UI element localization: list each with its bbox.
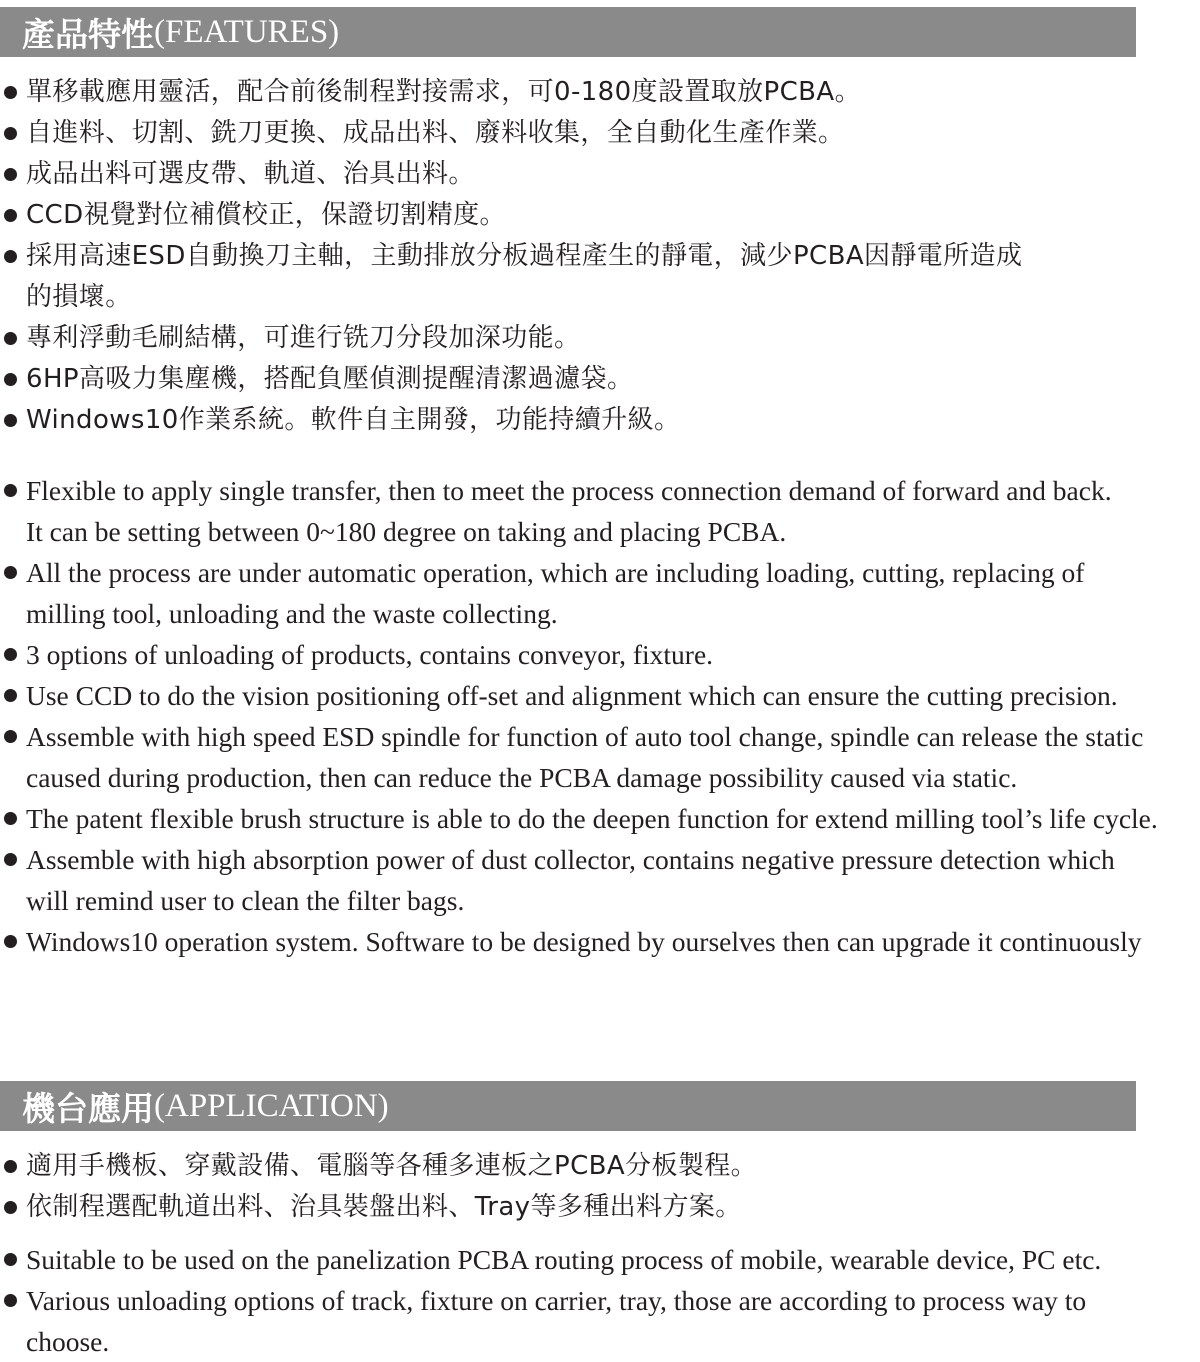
list-item (0, 470, 1158, 552)
bullet-icon (4, 86, 17, 99)
list-item (0, 400, 1022, 441)
list-item-text: milling tool, unloading and the waste collecting. (26, 598, 558, 629)
bullet-icon (4, 414, 17, 427)
list-item (0, 359, 1022, 400)
list-item (0, 113, 1022, 154)
application-english-list (0, 1239, 1101, 1362)
bullet-icon (4, 484, 17, 497)
list-item-text: 單移載應用靈活，配合前後制程對接需求，可0-180度設置取放PCBA。 (26, 77, 862, 107)
bullet-icon (4, 1294, 17, 1307)
list-item-text: 6HP高吸力集塵機，搭配負壓偵測提醒清潔過濾袋。 (26, 364, 634, 394)
list-item-text: Use CCD to do the vision positioning off-set and alignment which can ensure the cutting precision. (26, 680, 1118, 711)
features-chinese-list (0, 72, 1022, 441)
application-chinese-list (0, 1146, 757, 1228)
list-item-text: 適用手機板、穿戴設備、電腦等各種多連板之PCBA分板製程。 (26, 1151, 758, 1181)
bullet-icon (4, 332, 17, 345)
bullet-icon (4, 209, 17, 222)
bullet-icon (4, 127, 17, 140)
list-item (0, 72, 1022, 113)
list-item (0, 1146, 757, 1187)
bullet-icon (4, 1201, 17, 1214)
list-item (0, 195, 1022, 236)
bullet-icon (4, 1160, 17, 1173)
bullet-icon (4, 1253, 17, 1266)
bullet-icon (4, 566, 17, 579)
list-item (0, 921, 1158, 962)
list-item (0, 1280, 1101, 1362)
bullet-icon (4, 373, 17, 386)
list-item (0, 236, 1022, 318)
list-item-text: 專利浮動毛刷結構，可進行铣刀分段加深功能。 (26, 323, 581, 353)
list-item (0, 1187, 757, 1228)
list-item (0, 634, 1158, 675)
bullet-icon (4, 689, 17, 702)
features-section-header (0, 7, 1136, 57)
bullet-icon (4, 812, 17, 825)
list-item-text: 3 options of unloading of products, contains conveyor, fixture. (26, 639, 714, 670)
bullet-icon (4, 935, 17, 948)
bullet-icon (4, 648, 17, 661)
list-item-text: It can be setting between 0~180 degree on taking and placing PCBA. (26, 516, 787, 547)
application-title-zh: 機台應用 (22, 1088, 154, 1128)
features-title-en: (FEATURES) (154, 13, 340, 50)
application-title-en: (APPLICATION) (154, 1087, 389, 1124)
bullet-icon (4, 730, 17, 743)
list-item-text: 的損壞。 (26, 282, 132, 312)
list-item-text: All the process are under automatic operation, which are including loading, cutting, replacing of (26, 557, 1085, 588)
bullet-icon (4, 250, 17, 263)
list-item-text: 自進料、切割、銑刀更換、成品出料、廢料收集，全自動化生產作業。 (26, 118, 845, 148)
bullet-icon (4, 853, 17, 866)
list-item-text: Suitable to be used on the panelization PCBA routing process of mobile, wearable device, PC etc. (26, 1244, 1102, 1275)
list-item (0, 1239, 1101, 1280)
features-english-list (0, 470, 1158, 962)
list-item-text: 成品出料可選皮帶、軌道、治具出料。 (26, 159, 475, 189)
list-item-text: The patent flexible brush structure is able to do the deepen function for extend milling tool’s life cycle. (26, 803, 1158, 834)
features-title-zh: 產品特性 (22, 14, 154, 54)
list-item (0, 154, 1022, 195)
list-item (0, 839, 1158, 921)
list-item-text: Various unloading options of track, fixture on carrier, tray, those are according to process way to (26, 1285, 1087, 1316)
list-item-text: 採用高速ESD自動換刀主軸，主動排放分板過程產生的靜電，減少PCBA因靜電所造成 (26, 241, 1023, 271)
bullet-icon (4, 168, 17, 181)
list-item-text: Assemble with high speed ESD spindle for function of auto tool change, spindle can release the static (26, 721, 1144, 752)
list-item-text: Assemble with high absorption power of dust collector, contains negative pressure detection which (26, 844, 1115, 875)
list-item (0, 318, 1022, 359)
application-section-header (0, 1081, 1136, 1131)
list-item (0, 552, 1158, 634)
list-item-text: caused during production, then can reduce the PCBA damage possibility caused via static. (26, 762, 1018, 793)
list-item-text: Flexible to apply single transfer, then to meet the process connection demand of forward and back. (26, 475, 1112, 506)
list-item-text: 依制程選配軌道出料、治具裝盤出料、Tray等多種出料方案。 (26, 1192, 742, 1222)
list-item (0, 716, 1158, 798)
list-item-text: choose. (26, 1326, 110, 1357)
list-item (0, 798, 1158, 839)
list-item-text: CCD視覺對位補償校正，保證切割精度。 (26, 200, 506, 230)
list-item-text: will remind user to clean the filter bags. (26, 885, 465, 916)
list-item-text: Windows10作業系統。軟件自主開發，功能持續升級。 (26, 405, 681, 435)
list-item (0, 675, 1158, 716)
list-item-text: Windows10 operation system. Software to be designed by ourselves then can upgrade it continuously (26, 926, 1142, 957)
